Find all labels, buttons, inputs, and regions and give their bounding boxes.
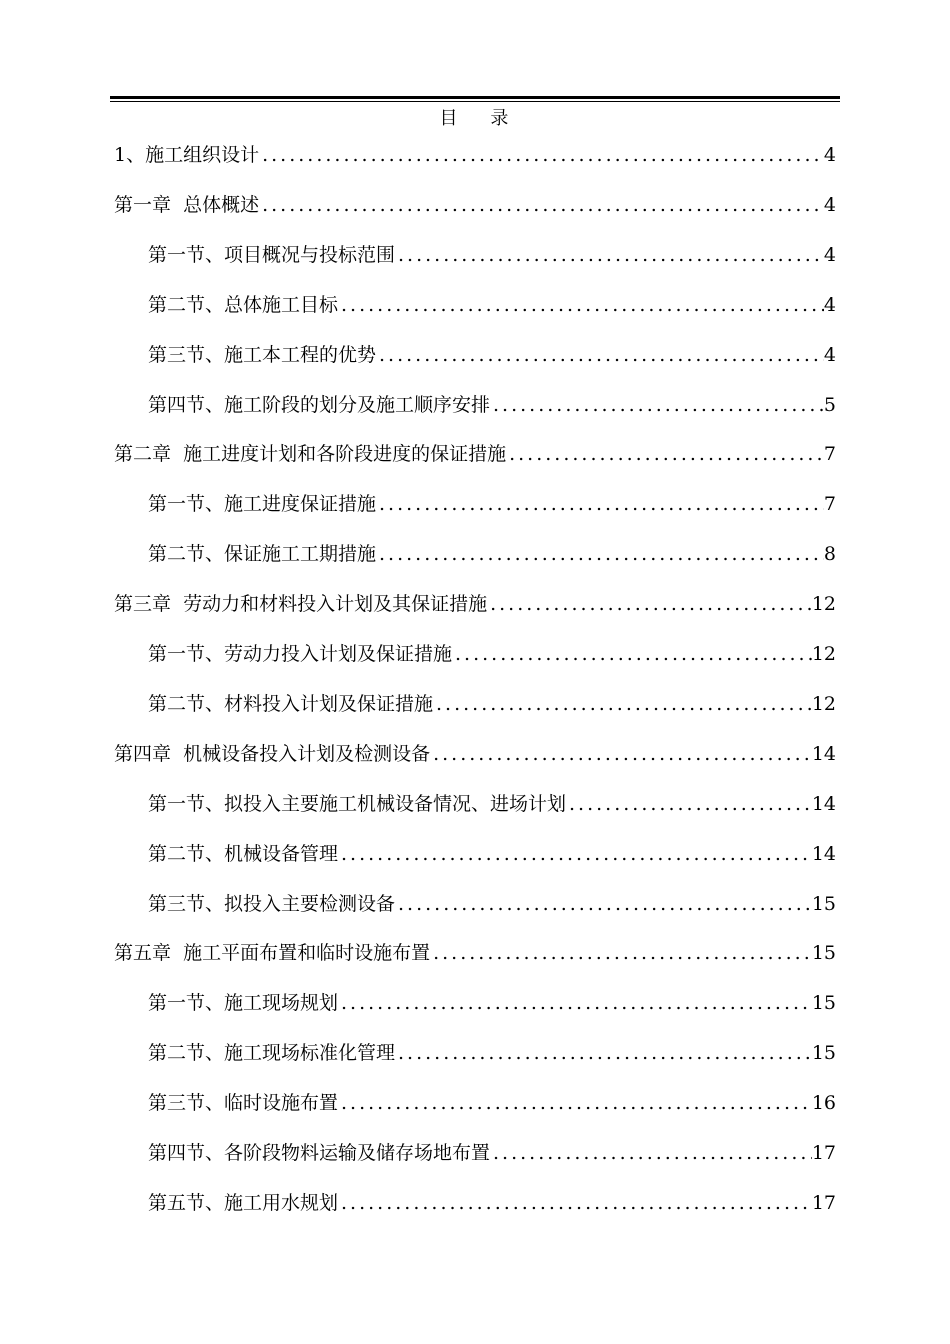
toc-section-entry[interactable] <box>148 390 836 420</box>
toc-section-entry[interactable] <box>148 889 836 919</box>
toc-dot-leader <box>338 290 824 320</box>
toc-page-number: 4 <box>823 193 836 216</box>
toc-page-number: 4 <box>823 343 836 366</box>
toc-entry-label: 第二章 施工进度计划和各阶段进度的保证措施 <box>114 443 507 466</box>
toc-page-number: 12 <box>811 692 836 715</box>
toc-section-entry[interactable] <box>148 340 836 370</box>
toc-dot-leader <box>430 938 812 968</box>
toc-section-entry[interactable] <box>148 1038 836 1068</box>
toc-entry-label: 第四节、各阶段物料运输及储存场地布置 <box>148 1142 491 1164</box>
toc-entry-label: 第五节、施工用水规划 <box>148 1191 339 1214</box>
toc-section-entry[interactable] <box>148 988 836 1018</box>
toc-section-entry[interactable] <box>148 489 836 519</box>
toc-page-number: 14 <box>811 742 836 765</box>
toc-entry-label: 第二节、材料投入计划及保证措施 <box>148 692 434 715</box>
toc-dot-leader <box>395 1038 812 1068</box>
toc-entry-label: 第一节、施工现场规划 <box>148 992 339 1015</box>
toc-entry-label: 第一节、项目概况与投标范围 <box>148 243 396 266</box>
toc-section-entry[interactable] <box>148 639 836 669</box>
toc-dot-leader <box>566 789 812 819</box>
toc-dot-leader <box>490 1138 812 1168</box>
toc-chapter-entry[interactable] <box>114 739 836 769</box>
toc-entry-label: 第一节、施工进度保证措施 <box>148 493 377 516</box>
toc-entry-label: 第三节、临时设施布置 <box>148 1092 339 1115</box>
toc-page-number: 12 <box>811 593 836 616</box>
toc-entry-label: 第五章 施工平面布置和临时设施布置 <box>114 942 431 965</box>
toc-entry-label: 第二节、施工现场标准化管理 <box>148 1042 396 1065</box>
toc-dot-leader <box>395 240 824 270</box>
toc-entry-label: 第四节、施工阶段的划分及施工顺序安排 <box>148 393 491 416</box>
toc-entry-label: 第三节、拟投入主要检测设备 <box>148 892 396 915</box>
toc-section-entry[interactable] <box>148 1188 836 1218</box>
toc-entry-label: 第三章 劳动力和材料投入计划及其保证措施 <box>114 593 488 616</box>
toc-section-entry[interactable] <box>148 1088 836 1118</box>
toc-entry-label: 第三节、施工本工程的优势 <box>148 343 377 366</box>
toc-page-number: 15 <box>811 892 836 915</box>
toc-entry-label: 第二节、机械设备管理 <box>148 842 339 865</box>
toc-page-number: 15 <box>811 942 836 965</box>
toc-page-number: 7 <box>823 493 836 516</box>
toc-dot-leader <box>452 639 812 669</box>
toc-dot-leader <box>376 489 824 519</box>
toc-dot-leader <box>338 988 812 1018</box>
toc-dot-leader <box>338 1188 812 1218</box>
toc-page-number: 4 <box>823 243 836 266</box>
toc-entry-label: 第四章 机械设备投入计划及检测设备 <box>114 742 431 765</box>
toc-page-number: 17 <box>811 1191 836 1214</box>
toc-dot-leader <box>487 589 812 619</box>
toc-page-number: 7 <box>823 443 836 466</box>
toc-page-number: 8 <box>823 543 836 566</box>
toc-chapter-entry[interactable] <box>114 140 836 170</box>
toc-chapter-entry[interactable] <box>114 190 836 220</box>
toc-entry-label: 1、施工组织设计 <box>114 144 260 166</box>
toc-dot-leader <box>338 839 812 869</box>
toc-chapter-entry[interactable] <box>114 439 836 469</box>
toc-section-entry[interactable] <box>148 689 836 719</box>
toc-section-entry[interactable] <box>148 539 836 569</box>
toc-section-entry[interactable] <box>148 789 836 819</box>
toc-section-entry[interactable] <box>148 290 836 320</box>
toc-section-entry[interactable] <box>148 839 836 869</box>
toc-page-number: 5 <box>823 393 836 416</box>
toc-page-number: 15 <box>811 992 836 1015</box>
toc-dot-leader <box>376 340 824 370</box>
toc-section-entry[interactable] <box>148 240 836 270</box>
toc-page-number: 17 <box>811 1142 836 1164</box>
toc-entry-label: 第一章 总体概述 <box>114 193 260 216</box>
toc-page-number: 14 <box>811 842 836 865</box>
toc-chapter-entry[interactable] <box>114 938 836 968</box>
toc-entry-label: 第二节、总体施工目标 <box>148 293 339 316</box>
toc-page-number: 12 <box>811 643 836 665</box>
toc-dot-leader <box>259 140 824 170</box>
toc-dot-leader <box>259 190 824 220</box>
toc-page-number: 4 <box>823 293 836 316</box>
toc-entry-label: 第一节、劳动力投入计划及保证措施 <box>148 643 453 665</box>
toc-dot-leader <box>395 889 812 919</box>
toc-dot-leader <box>430 739 812 769</box>
toc-dot-leader <box>433 689 812 719</box>
toc-title: 目 录 <box>439 108 511 129</box>
toc-entry-label: 第二节、保证施工工期措施 <box>148 543 377 566</box>
toc-dot-leader <box>490 390 824 420</box>
toc-chapter-entry[interactable] <box>114 589 836 619</box>
toc-page-number: 15 <box>811 1042 836 1065</box>
toc-entry-label: 第一节、拟投入主要施工机械设备情况、进场计划 <box>148 792 567 815</box>
toc-dot-leader <box>376 539 824 569</box>
toc-section-entry[interactable] <box>148 1138 836 1168</box>
toc-page-number: 4 <box>823 144 836 166</box>
toc-page-number: 16 <box>811 1092 836 1115</box>
toc-dot-leader <box>506 439 824 469</box>
toc-dot-leader <box>338 1088 812 1118</box>
toc-page-number: 14 <box>811 792 836 815</box>
